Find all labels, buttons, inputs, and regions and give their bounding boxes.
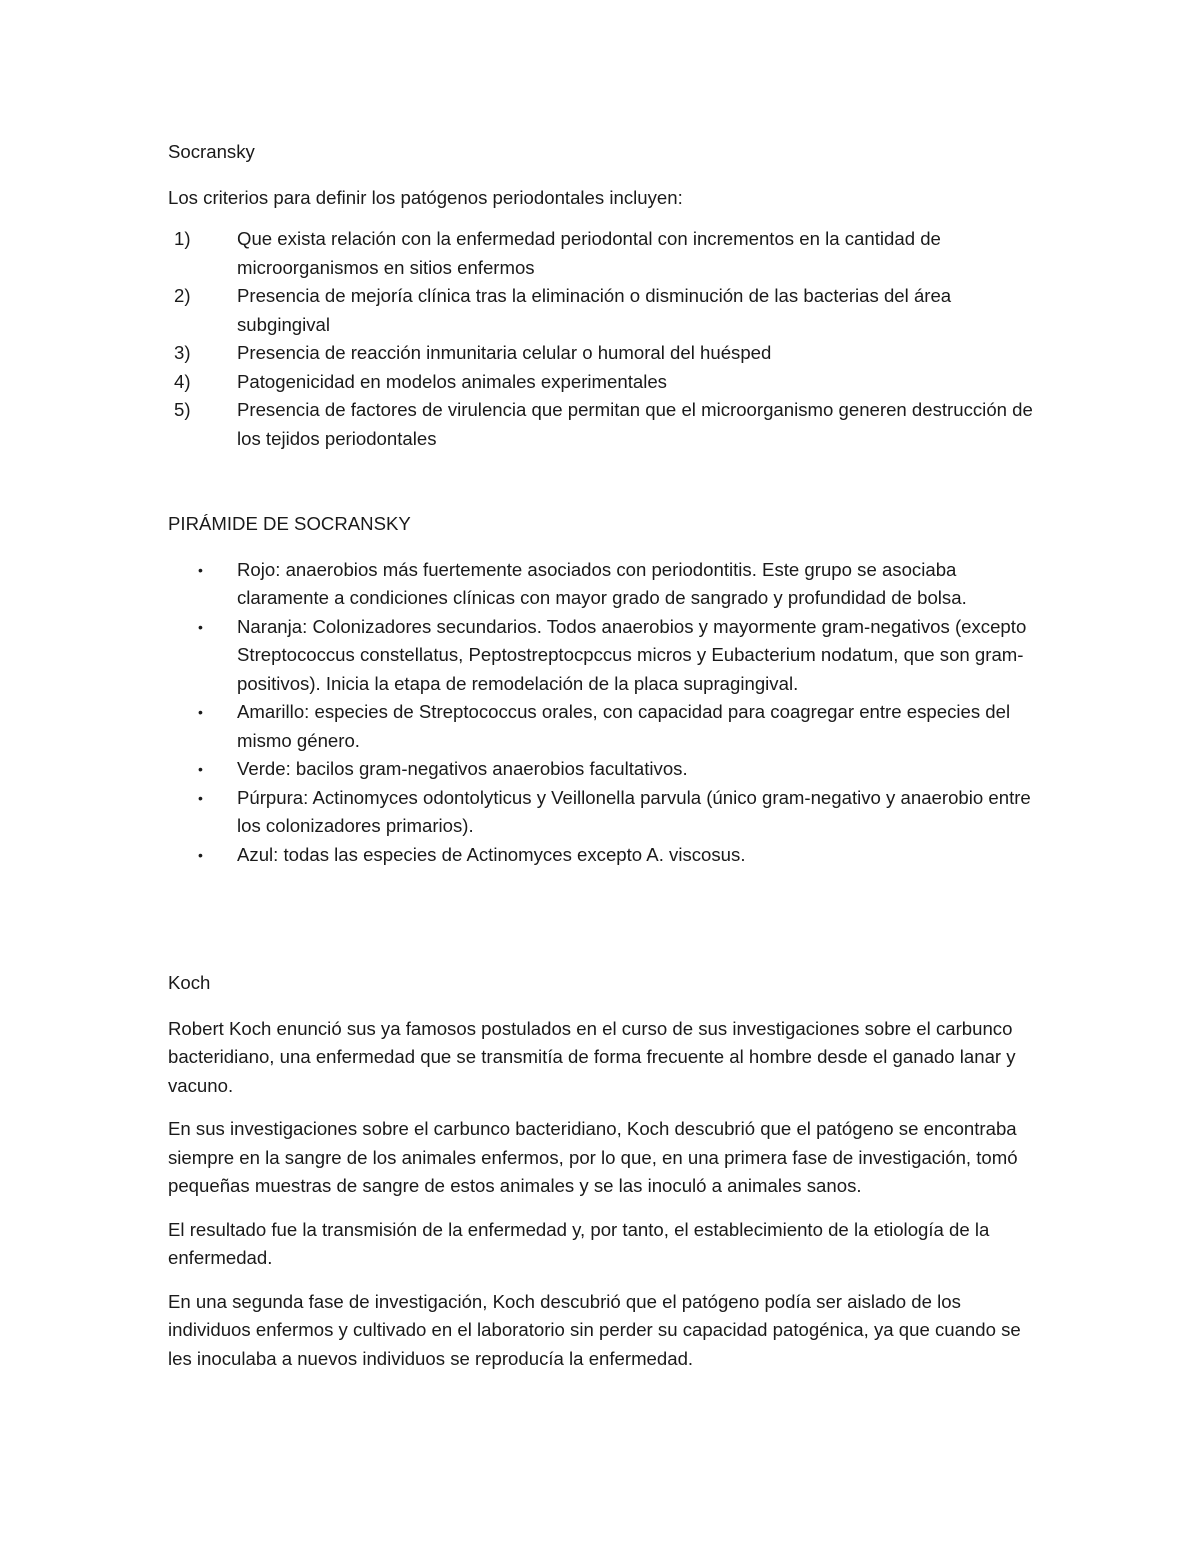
list-item <box>168 784 1038 841</box>
list-number: 3) <box>174 342 191 363</box>
list-item <box>168 368 1038 397</box>
list-item <box>168 613 1038 699</box>
bullet-icon: • <box>198 561 203 578</box>
bullet-icon: • <box>198 618 203 635</box>
list-item-text: Presencia de reacción inmunitaria celular o humoral del huésped <box>237 342 772 363</box>
list-item-text: Amarillo: especies de Streptococcus orales, con capacidad para coagregar entre especies del mismo género. <box>237 701 1011 751</box>
list-item <box>168 282 1038 339</box>
criteria-intro: Los criterios para definir los patógenos periodontales incluyen: <box>168 186 683 208</box>
spacer <box>168 453 1038 510</box>
list-item <box>168 339 1038 368</box>
section-title-koch: Koch <box>168 972 211 993</box>
koch-paragraph: Robert Koch enunció sus ya famosos postulados en el curso de sus investigaciones sobre el carbunco bacteridiano, una enfermedad que se transmitía de forma frecuente al hombre desde el ganado lanar y vacuno. <box>168 1017 1016 1096</box>
koch-paragraph: El resultado fue la transmisión de la enfermedad y, por tanto, el establecimiento de la etiología de la enfermedad. <box>168 1218 990 1268</box>
list-item-text: Rojo: anaerobios más fuertemente asociados con periodontitis. Este grupo se asociaba claramente a condiciones clínicas con mayor grado de sangrado y profundidad de bolsa. <box>237 558 967 608</box>
section-title-pyramid: PIRÁMIDE DE SOCRANSKY <box>168 513 411 534</box>
bullet-icon: • <box>198 789 203 806</box>
bullet-icon: • <box>198 846 203 863</box>
list-item <box>168 225 1038 282</box>
list-item <box>168 396 1038 453</box>
list-item <box>168 556 1038 613</box>
list-number: 2) <box>174 285 191 306</box>
list-item-text: Púrpura: Actinomyces odontolyticus y Veillonella parvula (único gram-negativo y anaerobio entre los colonizadores primarios). <box>237 786 1031 836</box>
spacer <box>168 869 1038 969</box>
list-number: 1) <box>174 228 191 249</box>
list-item-text: Presencia de factores de virulencia que permitan que el microorganismo generen destrucción de los tejidos periodontales <box>237 399 1033 449</box>
bullet-icon: • <box>198 761 203 777</box>
list-item-text: Presencia de mejoría clínica tras la eliminación o disminución de las bacterias del área subgingival <box>237 285 952 335</box>
pyramid-list <box>168 556 1038 870</box>
bullet-icon: • <box>198 704 203 720</box>
list-item-text: Azul: todas las especies de Actinomyces excepto A. viscosus. <box>237 843 746 865</box>
koch-paragraph: En sus investigaciones sobre el carbunco bacteridiano, Koch descubrió que el patógeno se encontraba siempre en la sangre de los animales enfermos, por lo que, en una primera fase de investigación, tomó pequeñas muestras de sangre de estos animales y se las inoculó a animales sanos. <box>168 1118 1018 1196</box>
koch-paragraph: En una segunda fase de investigación, Koch descubrió que el patógeno podía ser aislado de los individuos enfermos y cultivado en el laboratorio sin perder su capacidad patogénica, ya que cuando se les inoculaba a nuevos individuos se reproducía la enfermedad. <box>168 1290 1021 1369</box>
list-item <box>168 698 1038 755</box>
list-number: 5) <box>174 399 191 420</box>
list-item-text: Naranja: Colonizadores secundarios. Todos anaerobios y mayormente gram-negativos (excepto Streptococcus constellatus, Peptostreptocpccus micros y Eubacterium nodatum, que son gram-positivos). Inicia la etapa de remodelación de la placa supragingival. <box>237 615 1027 694</box>
list-number: 4) <box>174 370 191 392</box>
criteria-list <box>168 225 1038 453</box>
list-item-text: Patogenicidad en modelos animales experimentales <box>237 370 667 392</box>
list-item <box>168 841 1038 870</box>
list-item <box>168 755 1038 784</box>
list-item-text: Verde: bacilos gram-negativos anaerobios facultativos. <box>237 758 688 779</box>
document-body <box>168 138 1038 1388</box>
section-title-socransky: Socransky <box>168 141 255 162</box>
list-item-text: Que exista relación con la enfermedad periodontal con incrementos en la cantidad de microorganismos en sitios enfermos <box>237 228 941 278</box>
